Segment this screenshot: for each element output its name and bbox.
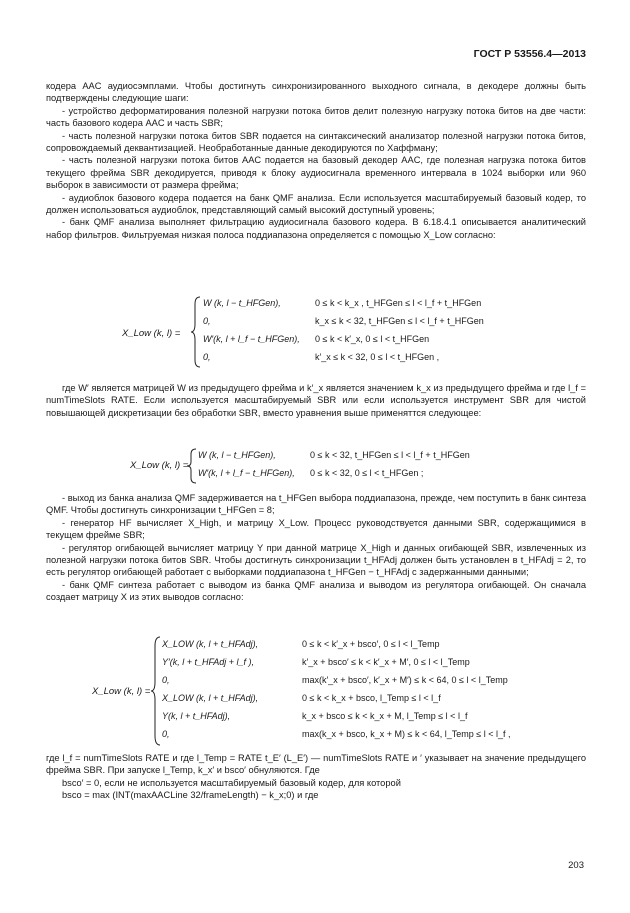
paragraph: - регулятор огибающей вычисляет матрицу Y при данной матрице X_High и данных огибающей SBR, извлеченных из полезной нагрузки потока битов SBR. Чтобы достигнуть синхронизации t_HFAdj должен быть установлен в t_HFAdj = 2, то есть регулятор огибающей работает с выборками поддиапазона t_HFGen − t_HFAdj с задержанными данными; xyxy=(46,542,586,578)
formula-xlow-1: X_Low (k, l) = W (k, l − t_HFGen), 0 ≤ k < k_x , t_HFGen ≤ l < l_f + t_HFGen 0, k_x ≤ k < 32, t_HFGen ≤ l < l_f + t_HFGen W′(k, l + l_f − t_HFGen), 0 ≤ k < k′_x, 0 ≤ l < t_HFGen 0, k′_x ≤ k < 32, 0 ≤ l < t_HFGen , xyxy=(0,296,630,366)
paragraph: - генератор HF вычисляет X_High, и матрицу X_Low. Процесс руководствуется данными SBR, содержащимися в текущем фрейме SBR; xyxy=(46,517,586,541)
page-number: 203 xyxy=(568,860,584,871)
formula-lhs: X_Low (k, l) = xyxy=(130,460,189,471)
paragraph: где l_f = numTimeSlots RATE и где l_Temp = RATE t_E′ (L_E′) — numTimeSlots RATE и ′ указывает на значение предыдущего фрейма SBR. При запуске l_Temp, k_x′ и bsco′ обнуляются. Где xyxy=(46,753,586,776)
paragraph: - устройство деформатирования полезной нагрузки потока битов делит полезную нагрузку потока битов на две части: часть базового кодера AAC и часть SBR; xyxy=(46,105,586,129)
text-block-scalable xyxy=(46,382,586,419)
paragraph: - выход из банка анализа QMF задерживается на t_HFGen выбора поддиапазона, прежде, чем поступить в банк синтеза QMF. Чтобы достигнуть синхронизации t_HFGen = 8; xyxy=(46,493,586,516)
paragraph: bsco′ = 0, если не используется масштабируемый базовый кодер, для которой xyxy=(62,777,401,788)
paragraph: где W′ является матрицей W из предыдущего фрейма и k′_x является значением k_x из предыдущего фрейма и где l_f = numTimeSlots RATE. Если используется масштабируемый SBR или если используется инструмент SBR для чистой повышающей дискретизации без обработки SBR, вместо уравнения выше применяттся следующее: xyxy=(46,383,586,418)
formula-xlow-2: X_Low (k, l) = W (k, l − t_HFGen), 0 ≤ k < 32, t_HFGen ≤ l < l_f + t_HFGen W′(k, l + l_f − t_HFGen), 0 ≤ k < 32, 0 ≤ l < t_HFGen ; xyxy=(0,448,630,484)
left-brace-icon xyxy=(186,448,198,484)
paragraph: - аудиоблок базового кодера подается на банк QMF анализа. Если используется масштабируемый базовый кодер, то должен использоваться аудиоблок, представляющий самый высокий доступный уровень; xyxy=(46,192,586,216)
formula-lhs: X_Low (k, l) = xyxy=(122,328,181,339)
paragraph: кодера AAC аудиосэмплами. Чтобы достигнуть синхронизированного выходного сигнала, в декодере должны быть подтверждены следующие шаги: xyxy=(46,81,586,104)
left-brace-icon xyxy=(150,636,162,746)
paragraph: - часть полезной нагрузки потока битов AAC подается на базовый декодер AAC, где полезная нагрузка потока битов текущего фрейма SBR декодируется, приводя к блоку аудиосигнала временного интервала в 1024 выборки или 960 выборок в зависимости от размера фрейма; xyxy=(46,155,586,191)
text-block-steps xyxy=(46,492,586,604)
paragraph: - часть полезной нагрузки потока битов SBR подается на синтаксический анализатор полезной нагрузки потока битов, сопровождаемый деквантизацией. Необработанные данные декодируются по Хаффману; xyxy=(46,130,586,154)
paragraph: - банк QMF анализа выполняет фильтрацию аудиосигнала базового кодера. В 6.18.4.1 описывается аналитический набор фильтров. Фильтруемая низкая полоса поддиапазона определяется с помощью X_Low согласно: xyxy=(46,217,586,240)
left-brace-icon xyxy=(190,296,202,368)
text-block-definitions xyxy=(46,752,586,802)
document-id-header: ГОСТ Р 53556.4—2013 xyxy=(473,48,586,60)
paragraph: - банк QMF синтеза работает с выводом из банка QMF анализа и выводом из регулятора огибающей. Он сначала создает матрицу X из этих выводов согласно: xyxy=(46,579,586,603)
paragraph: bsco = max (INT(maxAACLine 32/frameLength) − k_x;0) и где xyxy=(62,790,319,801)
formula-lhs: X_Low (k, l) = xyxy=(92,686,151,697)
formula-xlow-3: X_Low (k, l) = X_LOW (k, l + t_HFAdj), 0 ≤ k < k′_x + bsco′, 0 ≤ l < l_Temp Y′(k, l + t_HFAdj + l_f ), k′_x + bsco′ ≤ k < k′_x + M′, 0 ≤ l < l_Temp 0, max(k′_x + bsco′, k′_x + M′) ≤ k < 64, 0 ≤ l < l_Temp X_LOW (k, l + t_HFAdj), 0 ≤ k < k_x + bsco, l_Temp ≤ l < l_f Y(k, l + t_HFAdj), k_x + bsco ≤ k < k_x + M, l_Temp ≤ l < l_f 0, max(k_x + bsco, k_x + M) ≤ k < 64, l_Temp ≤ l < l_f , xyxy=(0,636,630,746)
text-block-intro xyxy=(46,80,586,241)
